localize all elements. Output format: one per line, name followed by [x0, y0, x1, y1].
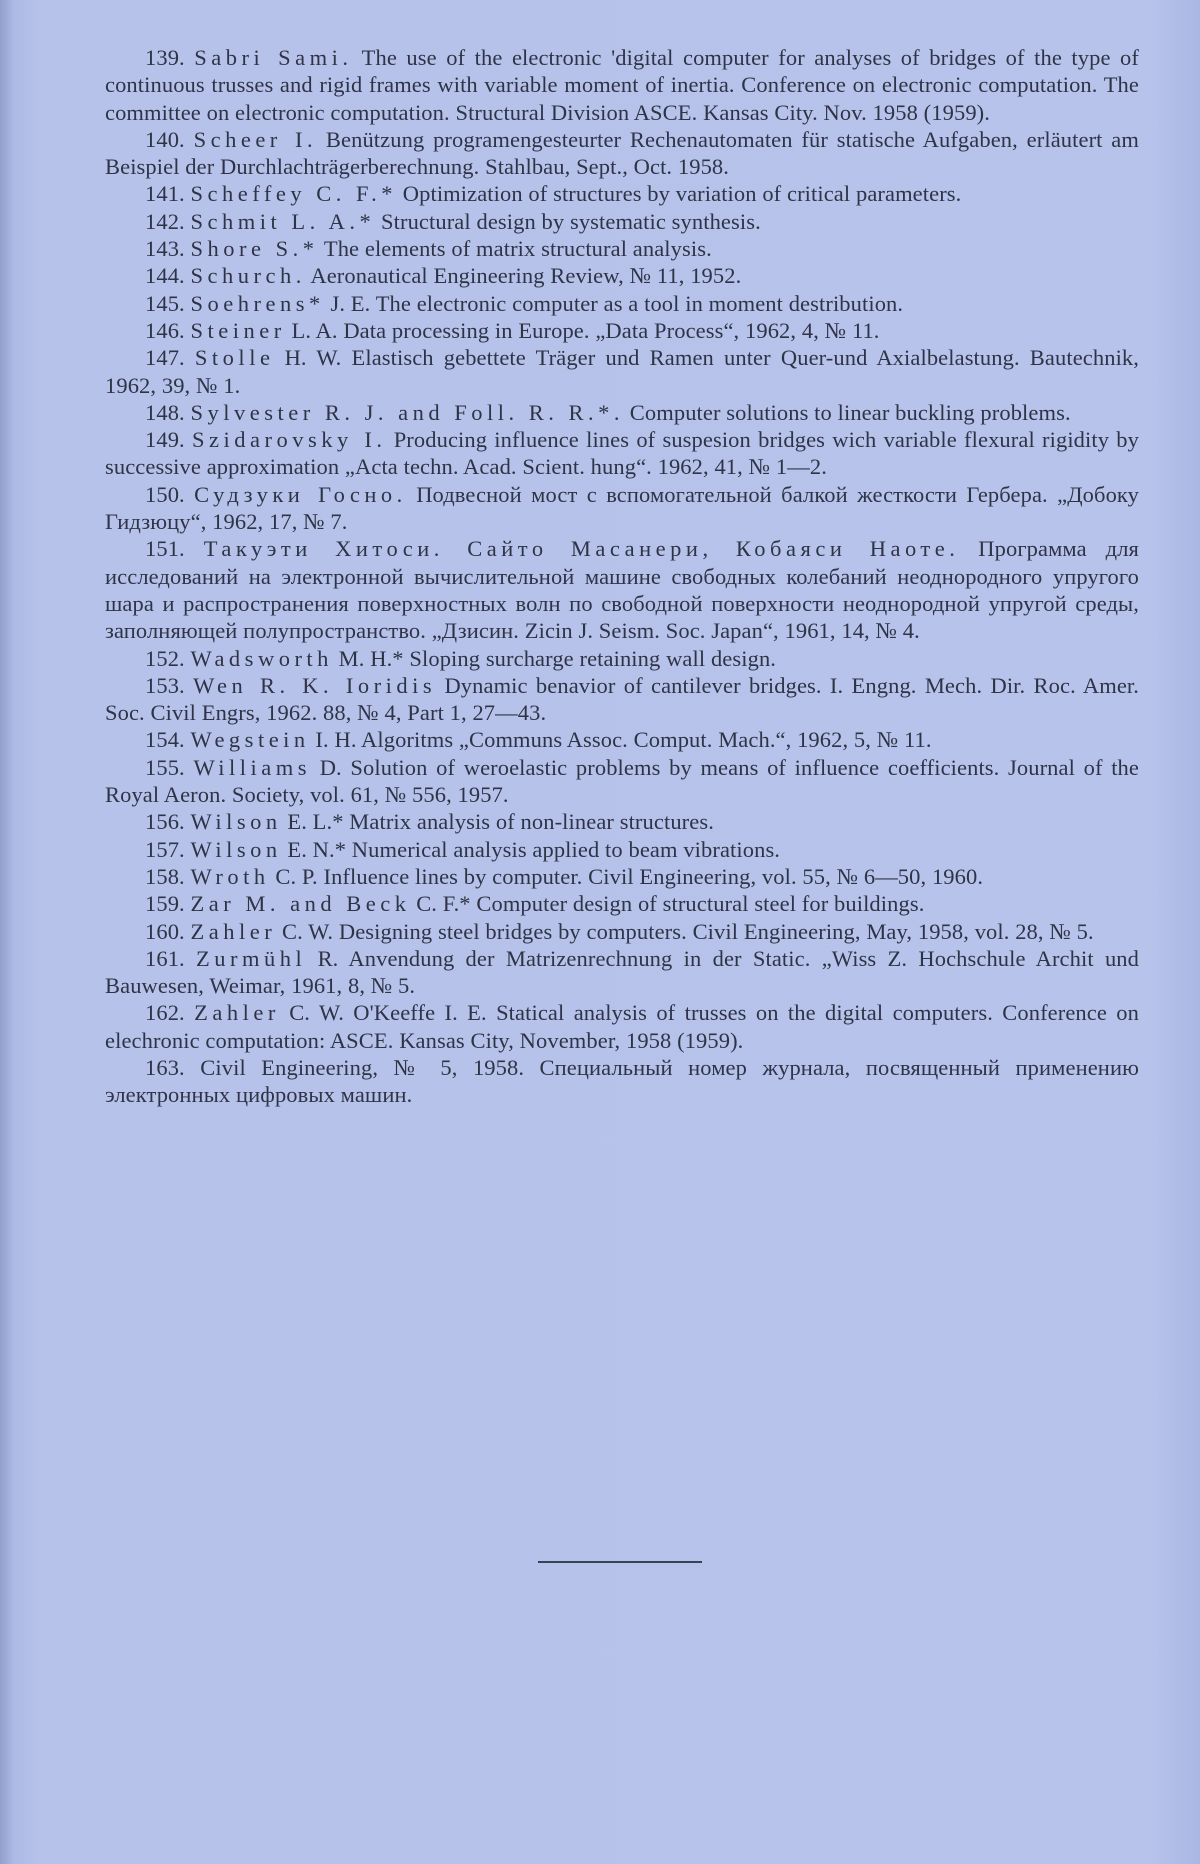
entry-number: 141. — [145, 181, 185, 207]
entry-author: Sabri Sami. — [194, 45, 353, 70]
entry-number: 139. — [145, 45, 185, 70]
entry-text: I. H. Algoritms „Communs Assoc. Comput. Mach.“, 1962, 5, № 11. — [315, 727, 932, 753]
entry-author: Schurch. — [190, 263, 306, 289]
entry-number: 153. — [145, 672, 185, 698]
bibliography-entry — [105, 426, 1139, 481]
bibliography-entry — [105, 999, 1139, 1054]
entry-text: M. H.* Sloping surcharge retaining wall design. — [338, 645, 777, 671]
bibliography-entry — [105, 672, 1139, 727]
entry-number: 143. — [145, 236, 185, 262]
entry-number: 157. — [145, 836, 185, 862]
entry-text: E. L.* Matrix analysis of non-linear structures. — [287, 809, 714, 835]
entry-number: 150. — [145, 481, 185, 507]
entry-author: Szidarovsky I. — [192, 427, 387, 453]
bibliography-entry — [105, 317, 1139, 344]
entry-number: 148. — [145, 399, 185, 425]
entry-text: L. A. Data processing in Europe. „Data Process“, 1962, 4, № 11. — [291, 317, 880, 343]
entry-author: Wadsworth — [190, 645, 333, 671]
entry-author: Soehrens* — [190, 290, 325, 316]
entry-text: D. Solution of weroelastic problems by means of influence coefficients. Journal of the Royal Aeron. Society, vol. 61, № 556, 1957. — [105, 754, 1139, 808]
entry-text: R. Anvendung der Matrizenrechnung in der Static. „Wiss Z. Hochschule Archit und Bauwesen, Weimar, 1961, 8, № 5. — [105, 945, 1139, 999]
entry-author: Wilson — [190, 809, 282, 835]
bibliography-entry — [105, 180, 1139, 207]
bibliography-entry — [105, 836, 1139, 863]
entry-number: 149. — [145, 427, 185, 453]
entry-number: 145. — [145, 290, 185, 316]
entry-text: C. F.* Computer design of structural steel for buildings. — [416, 891, 925, 917]
entry-author: Такуэти Хитоси. Сайто Масанери, Кобаяси Наоте. — [203, 536, 960, 562]
entry-number: 151. — [145, 536, 185, 562]
entry-text: Dynamic benavior of cantilever bridges. I. Engng. Mech. Dir. Roc. Amer. Soc. Civil Engrs, 1962. 88, № 4, Part 1, 27—43. — [105, 672, 1140, 726]
bibliography-entry — [105, 126, 1139, 181]
entry-author: Sylvester R. J. and Foll. R. R.*. — [190, 399, 625, 425]
bibliography-entry — [105, 208, 1139, 235]
entry-author: Schmit L. A.* — [190, 208, 376, 234]
entry-number: 147. — [145, 345, 185, 371]
bibliography-entry — [105, 290, 1139, 317]
entry-text: Structural design by systematic synthesis. — [381, 208, 761, 234]
page-edge-shadow — [0, 0, 14, 1864]
entry-text: Computer solutions to linear buckling problems. — [629, 399, 1071, 425]
entry-number: 146. — [145, 317, 185, 343]
entry-number: 160. — [145, 918, 185, 944]
entry-text: Producing influence lines of suspesion bridges wich variable flexural rigidity by successive approximation „Acta techn. Acad. Scient. hung“. 1962, 41, № 1—2. — [105, 427, 1139, 480]
entry-number: 163. — [145, 1054, 185, 1080]
entry-number: 158. — [145, 863, 185, 889]
bibliography-entry — [105, 44, 1139, 126]
entry-author: Steiner — [190, 317, 286, 343]
entry-number: 156. — [145, 809, 185, 835]
bibliography-entry — [105, 235, 1139, 262]
bibliography-entry — [105, 481, 1139, 536]
bibliography-entry — [105, 863, 1139, 890]
bibliography-entry — [105, 399, 1139, 426]
entry-text: J. E. The electronic computer as a tool in moment destribution. — [330, 290, 904, 316]
entry-number: 154. — [145, 727, 185, 753]
entry-author: Wilson — [190, 836, 282, 862]
bibliography-entry — [105, 344, 1139, 399]
entry-author: Wegstein — [190, 727, 310, 753]
entry-author: Zahler — [190, 918, 277, 944]
entry-number: 159. — [145, 891, 185, 917]
entry-text: The elements of matrix structural analysis. — [323, 236, 712, 262]
bibliography-entry — [105, 918, 1139, 945]
bibliography-entry — [105, 945, 1139, 1000]
entry-author: Wroth — [190, 863, 270, 889]
entry-author: Судзуки Госно. — [194, 481, 407, 507]
bibliography-entry — [105, 726, 1139, 753]
entry-text: Подвесной мост с вспомогательной балкой жесткости Гербера. „Добоку Гидзюцу“, 1962, 17, № 7. — [105, 481, 1139, 535]
entry-author: Zar M. and Beck — [190, 891, 411, 917]
entry-text: Программа для исследований на электронной вычислительной машине свободных колебаний неоднородного упругого шара и распространения поверхностных волн по свободной поверхности неоднородной упругой среды, заполняющей полупространство. „Дзисин. Zicin J. Seism. Soc. Japan“, 1961, 14, № 4. — [105, 536, 1139, 644]
entry-author: Scheer I. — [193, 126, 318, 152]
entry-author: Stolle — [194, 345, 275, 371]
entry-text: H. W. Elastisch gebettete Träger und Ramen unter Quer-und Axialbelastung. Bautechnik, 1962, 39, № 1. — [105, 345, 1139, 398]
bibliography-entry — [105, 1054, 1139, 1109]
entry-number: 144. — [145, 263, 185, 289]
bibliography-entry — [105, 645, 1139, 672]
entry-author: Scheffey C. F.* — [190, 181, 398, 207]
bibliography-entry — [105, 535, 1139, 644]
entry-number: 161. — [145, 945, 185, 971]
entry-text: C. P. Influence lines by computer. Civil Engineering, vol. 55, № 6—50, 1960. — [275, 863, 984, 889]
entry-author: Wen R. K. Ioridis — [193, 672, 437, 698]
end-divider-rule — [538, 1561, 702, 1563]
entry-text: Aeronautical Engineering Review, № 11, 1952. — [310, 263, 742, 289]
entry-text: Benützung programengesteurter Rechenautomaten für statische Aufgaben, erläutert am Beispiel der Durchlachträgerberechnung. Stahlbau, Sept., Oct. 1958. — [105, 126, 1139, 180]
entry-number: 140. — [145, 126, 185, 152]
entry-text: C. W. O'Keeffe I. E. Statical analysis of trusses on the digital computers. Conference on elechronic computation: ASCE. Kansas City, November, 1958 (1959). — [105, 1000, 1139, 1053]
entry-number: 162. — [145, 1000, 185, 1026]
entry-number: 155. — [145, 754, 185, 780]
bibliography-entry — [105, 754, 1139, 809]
entry-text: Optimization of structures by variation of critical parameters. — [402, 181, 962, 207]
bibliography-entry — [105, 890, 1139, 917]
entry-author: Zurmühl — [196, 945, 307, 971]
bibliography-entry — [105, 262, 1139, 289]
bibliography-list — [105, 44, 1139, 1109]
entry-author: Zahler — [194, 1000, 280, 1026]
entry-number: 152. — [145, 645, 185, 671]
entry-text: C. W. Designing steel bridges by computers. Civil Engineering, May, 1958, vol. 28, № 5. — [281, 918, 1094, 944]
entry-number: 142. — [145, 208, 185, 234]
entry-text: The use of the electronic 'digital computer for analyses of bridges of the type of continuous trusses and rigid frames with variable moment of inertia. Conference on electronic computation. The committee on electronic computation. Structural Division ASCE. Kansas City. Nov. 1958 (1959). — [105, 45, 1139, 125]
entry-author: Shore S.* — [190, 236, 319, 262]
entry-author: Williams — [193, 754, 312, 780]
bibliography-entry — [105, 808, 1139, 835]
entry-text: Civil Engineering, № 5, 1958. Специальный номер журнала, посвященный применению электронных цифровых машин. — [105, 1054, 1139, 1108]
entry-text: E. N.* Numerical analysis applied to beam vibrations. — [287, 836, 781, 862]
